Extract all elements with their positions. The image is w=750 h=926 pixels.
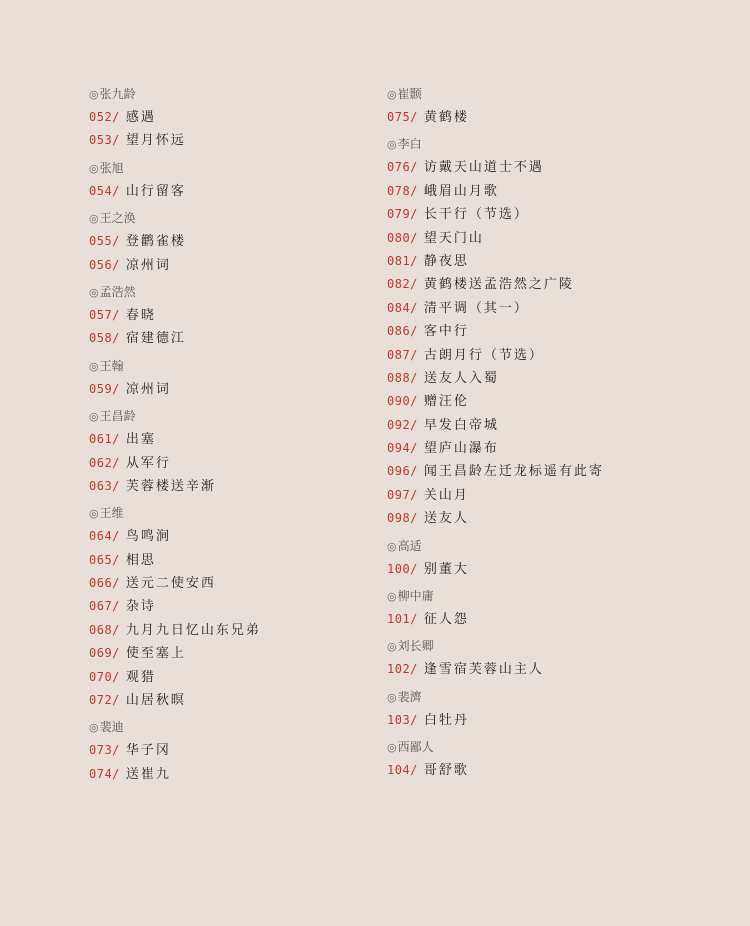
- poem-page-number: 097/: [387, 487, 418, 502]
- poem-title: 古朗月行（节选）: [423, 347, 544, 363]
- poem-page-number: 073/: [89, 743, 120, 758]
- poem-entry[interactable]: [387, 180, 604, 203]
- poem-page-number: 086/: [387, 324, 418, 339]
- poet-heading: [89, 283, 261, 301]
- poem-entry[interactable]: [89, 763, 261, 786]
- poem-title: 峨眉山月歌: [423, 183, 499, 199]
- poem-title: 华子冈: [125, 743, 171, 759]
- poem-entry[interactable]: [387, 250, 604, 273]
- poet-heading: [387, 537, 604, 555]
- bullseye-icon: ◎: [89, 410, 99, 424]
- poem-title: 观猎: [125, 669, 156, 685]
- poem-entry[interactable]: [387, 203, 604, 226]
- poem-page-number: 102/: [387, 662, 418, 677]
- poem-title: 别董大: [423, 561, 469, 577]
- poem-entry[interactable]: [89, 689, 261, 712]
- poem-title: 静夜思: [423, 253, 469, 269]
- poem-page-number: 053/: [89, 133, 120, 148]
- poem-title: 清平调（其一）: [423, 300, 529, 316]
- poem-page-number: 070/: [89, 669, 120, 684]
- poem-page-number: 080/: [387, 230, 418, 245]
- poem-page-number: 082/: [387, 277, 418, 292]
- bullseye-icon: ◎: [89, 507, 99, 521]
- bullseye-icon: ◎: [387, 138, 397, 152]
- poet-name: 李白: [397, 137, 422, 152]
- bullseye-icon: ◎: [387, 88, 397, 101]
- poem-entry[interactable]: [387, 156, 604, 179]
- poet-heading: [387, 587, 604, 605]
- poem-page-number: 081/: [387, 253, 418, 268]
- poem-title: 白牡丹: [423, 712, 469, 728]
- poem-entry[interactable]: [89, 572, 261, 595]
- poem-entry[interactable]: [89, 739, 261, 762]
- poem-entry[interactable]: [89, 129, 261, 152]
- poem-page-number: 063/: [89, 478, 120, 493]
- toc-column-left: [89, 85, 261, 786]
- poet-heading: [89, 504, 261, 522]
- poem-page-number: 094/: [387, 441, 418, 456]
- poem-title: 黄鹤楼: [423, 110, 469, 125]
- poem-page-number: 052/: [89, 110, 120, 124]
- poem-title: 早发白帝城: [423, 417, 499, 433]
- poem-title: 感遇: [125, 110, 156, 125]
- poem-title: 望月怀远: [125, 133, 186, 149]
- poem-title: 芙蓉楼送辛渐: [125, 478, 216, 494]
- poem-page-number: 096/: [387, 464, 418, 479]
- poem-page-number: 065/: [89, 552, 120, 567]
- poem-entry[interactable]: [89, 452, 261, 475]
- poet-heading: [89, 718, 261, 736]
- poem-entry[interactable]: [89, 230, 261, 253]
- poet-heading: [89, 357, 261, 375]
- bullseye-icon: ◎: [387, 539, 397, 553]
- poem-page-number: 054/: [89, 183, 120, 198]
- poem-entry[interactable]: [387, 390, 604, 413]
- poem-entry[interactable]: [387, 507, 604, 530]
- poem-title: 使至塞上: [125, 646, 186, 662]
- poem-entry[interactable]: [387, 344, 604, 367]
- poem-title: 望天门山: [423, 230, 484, 246]
- poem-title: 逢雪宿芙蓉山主人: [423, 662, 544, 678]
- poem-page-number: 088/: [387, 370, 418, 385]
- poem-entry[interactable]: [89, 304, 261, 327]
- poem-entry[interactable]: [89, 428, 261, 451]
- poem-page-number: 066/: [89, 576, 120, 591]
- poem-title: 送友人入蜀: [423, 370, 499, 386]
- toc-column-right: [387, 85, 604, 783]
- poet-name: 柳中庸: [397, 589, 434, 604]
- poem-title: 黄鹤楼送孟浩然之广陵: [423, 277, 574, 293]
- poem-page-number: 078/: [387, 183, 418, 198]
- poem-title: 闻王昌龄左迁龙标遥有此寄: [423, 464, 604, 480]
- poem-title: 从军行: [125, 455, 171, 471]
- poem-entry[interactable]: [387, 460, 604, 483]
- poet-heading: [89, 159, 261, 177]
- poem-page-number: 058/: [89, 331, 120, 346]
- poem-page-number: 055/: [89, 234, 120, 249]
- poem-entry[interactable]: [89, 595, 261, 618]
- poem-title: 相思: [125, 552, 156, 568]
- poem-title: 凉州词: [125, 257, 171, 273]
- poem-entry[interactable]: [89, 378, 261, 401]
- poem-title: 登鹳雀楼: [125, 234, 186, 250]
- poet-name: 裴迪: [99, 720, 124, 735]
- bullseye-icon: ◎: [89, 285, 99, 299]
- poem-title: 山行留客: [125, 183, 186, 199]
- poet-name: 王之涣: [99, 211, 136, 226]
- poem-page-number: 075/: [387, 110, 418, 124]
- poem-entry[interactable]: [387, 414, 604, 437]
- poet-heading: [89, 407, 261, 425]
- poem-entry[interactable]: [387, 227, 604, 250]
- poem-page-number: 061/: [89, 432, 120, 447]
- poem-page-number: 079/: [387, 207, 418, 222]
- bullseye-icon: ◎: [89, 212, 99, 226]
- poet-name: 王翰: [99, 358, 124, 373]
- poem-page-number: 098/: [387, 511, 418, 526]
- poet-heading: [387, 85, 604, 103]
- poet-heading: [89, 85, 261, 103]
- bullseye-icon: ◎: [387, 640, 397, 654]
- poem-page-number: 067/: [89, 599, 120, 614]
- poem-title: 关山月: [423, 487, 469, 503]
- poet-name: 裴濟: [397, 689, 422, 704]
- poet-heading: [89, 209, 261, 227]
- poem-title: 山居秋暝: [125, 693, 186, 709]
- poem-page-number: 062/: [89, 455, 120, 470]
- poem-title: 凉州词: [125, 381, 171, 397]
- poet-name: 西鄙人: [397, 740, 434, 755]
- poem-entry[interactable]: [387, 608, 604, 631]
- poet-heading: [387, 688, 604, 706]
- poem-title: 送崔九: [125, 766, 171, 782]
- poem-page-number: 084/: [387, 300, 418, 315]
- poet-name: 王昌龄: [99, 409, 136, 424]
- poem-page-number: 104/: [387, 763, 418, 778]
- poem-entry[interactable]: [89, 666, 261, 689]
- poet-name: 高适: [397, 538, 422, 553]
- poem-page-number: 064/: [89, 529, 120, 544]
- poem-entry[interactable]: [89, 525, 261, 548]
- poem-title: 出塞: [125, 432, 156, 448]
- poem-entry[interactable]: [387, 273, 604, 296]
- poem-page-number: 059/: [89, 381, 120, 396]
- poem-entry[interactable]: [89, 475, 261, 498]
- poem-entry[interactable]: [89, 254, 261, 277]
- poem-entry[interactable]: [387, 297, 604, 320]
- poem-title: 赠汪伦: [423, 394, 469, 410]
- poem-entry[interactable]: [387, 658, 604, 681]
- poem-title: 送元二使安西: [125, 576, 216, 592]
- poem-entry[interactable]: [89, 106, 261, 129]
- bullseye-icon: ◎: [387, 590, 397, 604]
- poem-entry[interactable]: [89, 180, 261, 203]
- poem-title: 九月九日忆山东兄弟: [125, 622, 261, 638]
- poem-entry[interactable]: [387, 367, 604, 390]
- poem-entry[interactable]: [387, 709, 604, 732]
- poet-name: 孟浩然: [99, 284, 136, 299]
- poem-title: 送友人: [423, 511, 469, 527]
- poem-title: 客中行: [423, 324, 469, 340]
- poem-title: 征人怨: [423, 612, 469, 628]
- poem-page-number: 076/: [387, 160, 418, 175]
- poem-page-number: 069/: [89, 646, 120, 661]
- poet-name: 刘长卿: [397, 639, 434, 654]
- bullseye-icon: ◎: [387, 741, 397, 755]
- poem-title: 春晓: [125, 307, 156, 323]
- poem-title: 杂诗: [125, 599, 156, 615]
- poem-entry[interactable]: [387, 558, 604, 581]
- poem-page-number: 103/: [387, 712, 418, 727]
- bullseye-icon: ◎: [89, 359, 99, 373]
- poem-entry[interactable]: [387, 437, 604, 460]
- poem-entry[interactable]: [387, 759, 604, 782]
- poet-name: 张旭: [99, 160, 124, 175]
- poem-entry[interactable]: [387, 484, 604, 507]
- poet-name: 王维: [99, 506, 124, 521]
- poem-page-number: 087/: [387, 347, 418, 362]
- poem-title: 哥舒歌: [423, 763, 469, 779]
- poem-page-number: 101/: [387, 612, 418, 627]
- bullseye-icon: ◎: [89, 88, 99, 101]
- poet-name: 张九龄: [99, 87, 136, 101]
- poem-title: 宿建德江: [125, 331, 186, 347]
- poem-page-number: 057/: [89, 307, 120, 322]
- poem-title: 望庐山瀑布: [423, 441, 499, 457]
- poem-entry[interactable]: [89, 327, 261, 350]
- poem-page-number: 100/: [387, 561, 418, 576]
- poet-heading: [387, 135, 604, 153]
- poem-entry[interactable]: [387, 106, 604, 129]
- poem-page-number: 092/: [387, 417, 418, 432]
- poem-page-number: 072/: [89, 693, 120, 708]
- poem-title: 访戴天山道士不遇: [423, 160, 544, 176]
- poem-entry[interactable]: [89, 619, 261, 642]
- bullseye-icon: ◎: [387, 690, 397, 704]
- poet-name: 崔颢: [397, 87, 422, 101]
- poem-entry[interactable]: [89, 549, 261, 572]
- poem-page-number: 074/: [89, 766, 120, 781]
- bullseye-icon: ◎: [89, 161, 99, 175]
- poet-heading: [387, 637, 604, 655]
- poem-page-number: 068/: [89, 622, 120, 637]
- poem-page-number: 090/: [387, 394, 418, 409]
- bullseye-icon: ◎: [89, 721, 99, 735]
- poem-entry[interactable]: [89, 642, 261, 665]
- poem-entry[interactable]: [387, 320, 604, 343]
- poem-title: 长干行（节选）: [423, 207, 529, 223]
- poem-page-number: 056/: [89, 257, 120, 272]
- poem-title: 鸟鸣涧: [125, 529, 171, 545]
- poet-heading: [387, 738, 604, 756]
